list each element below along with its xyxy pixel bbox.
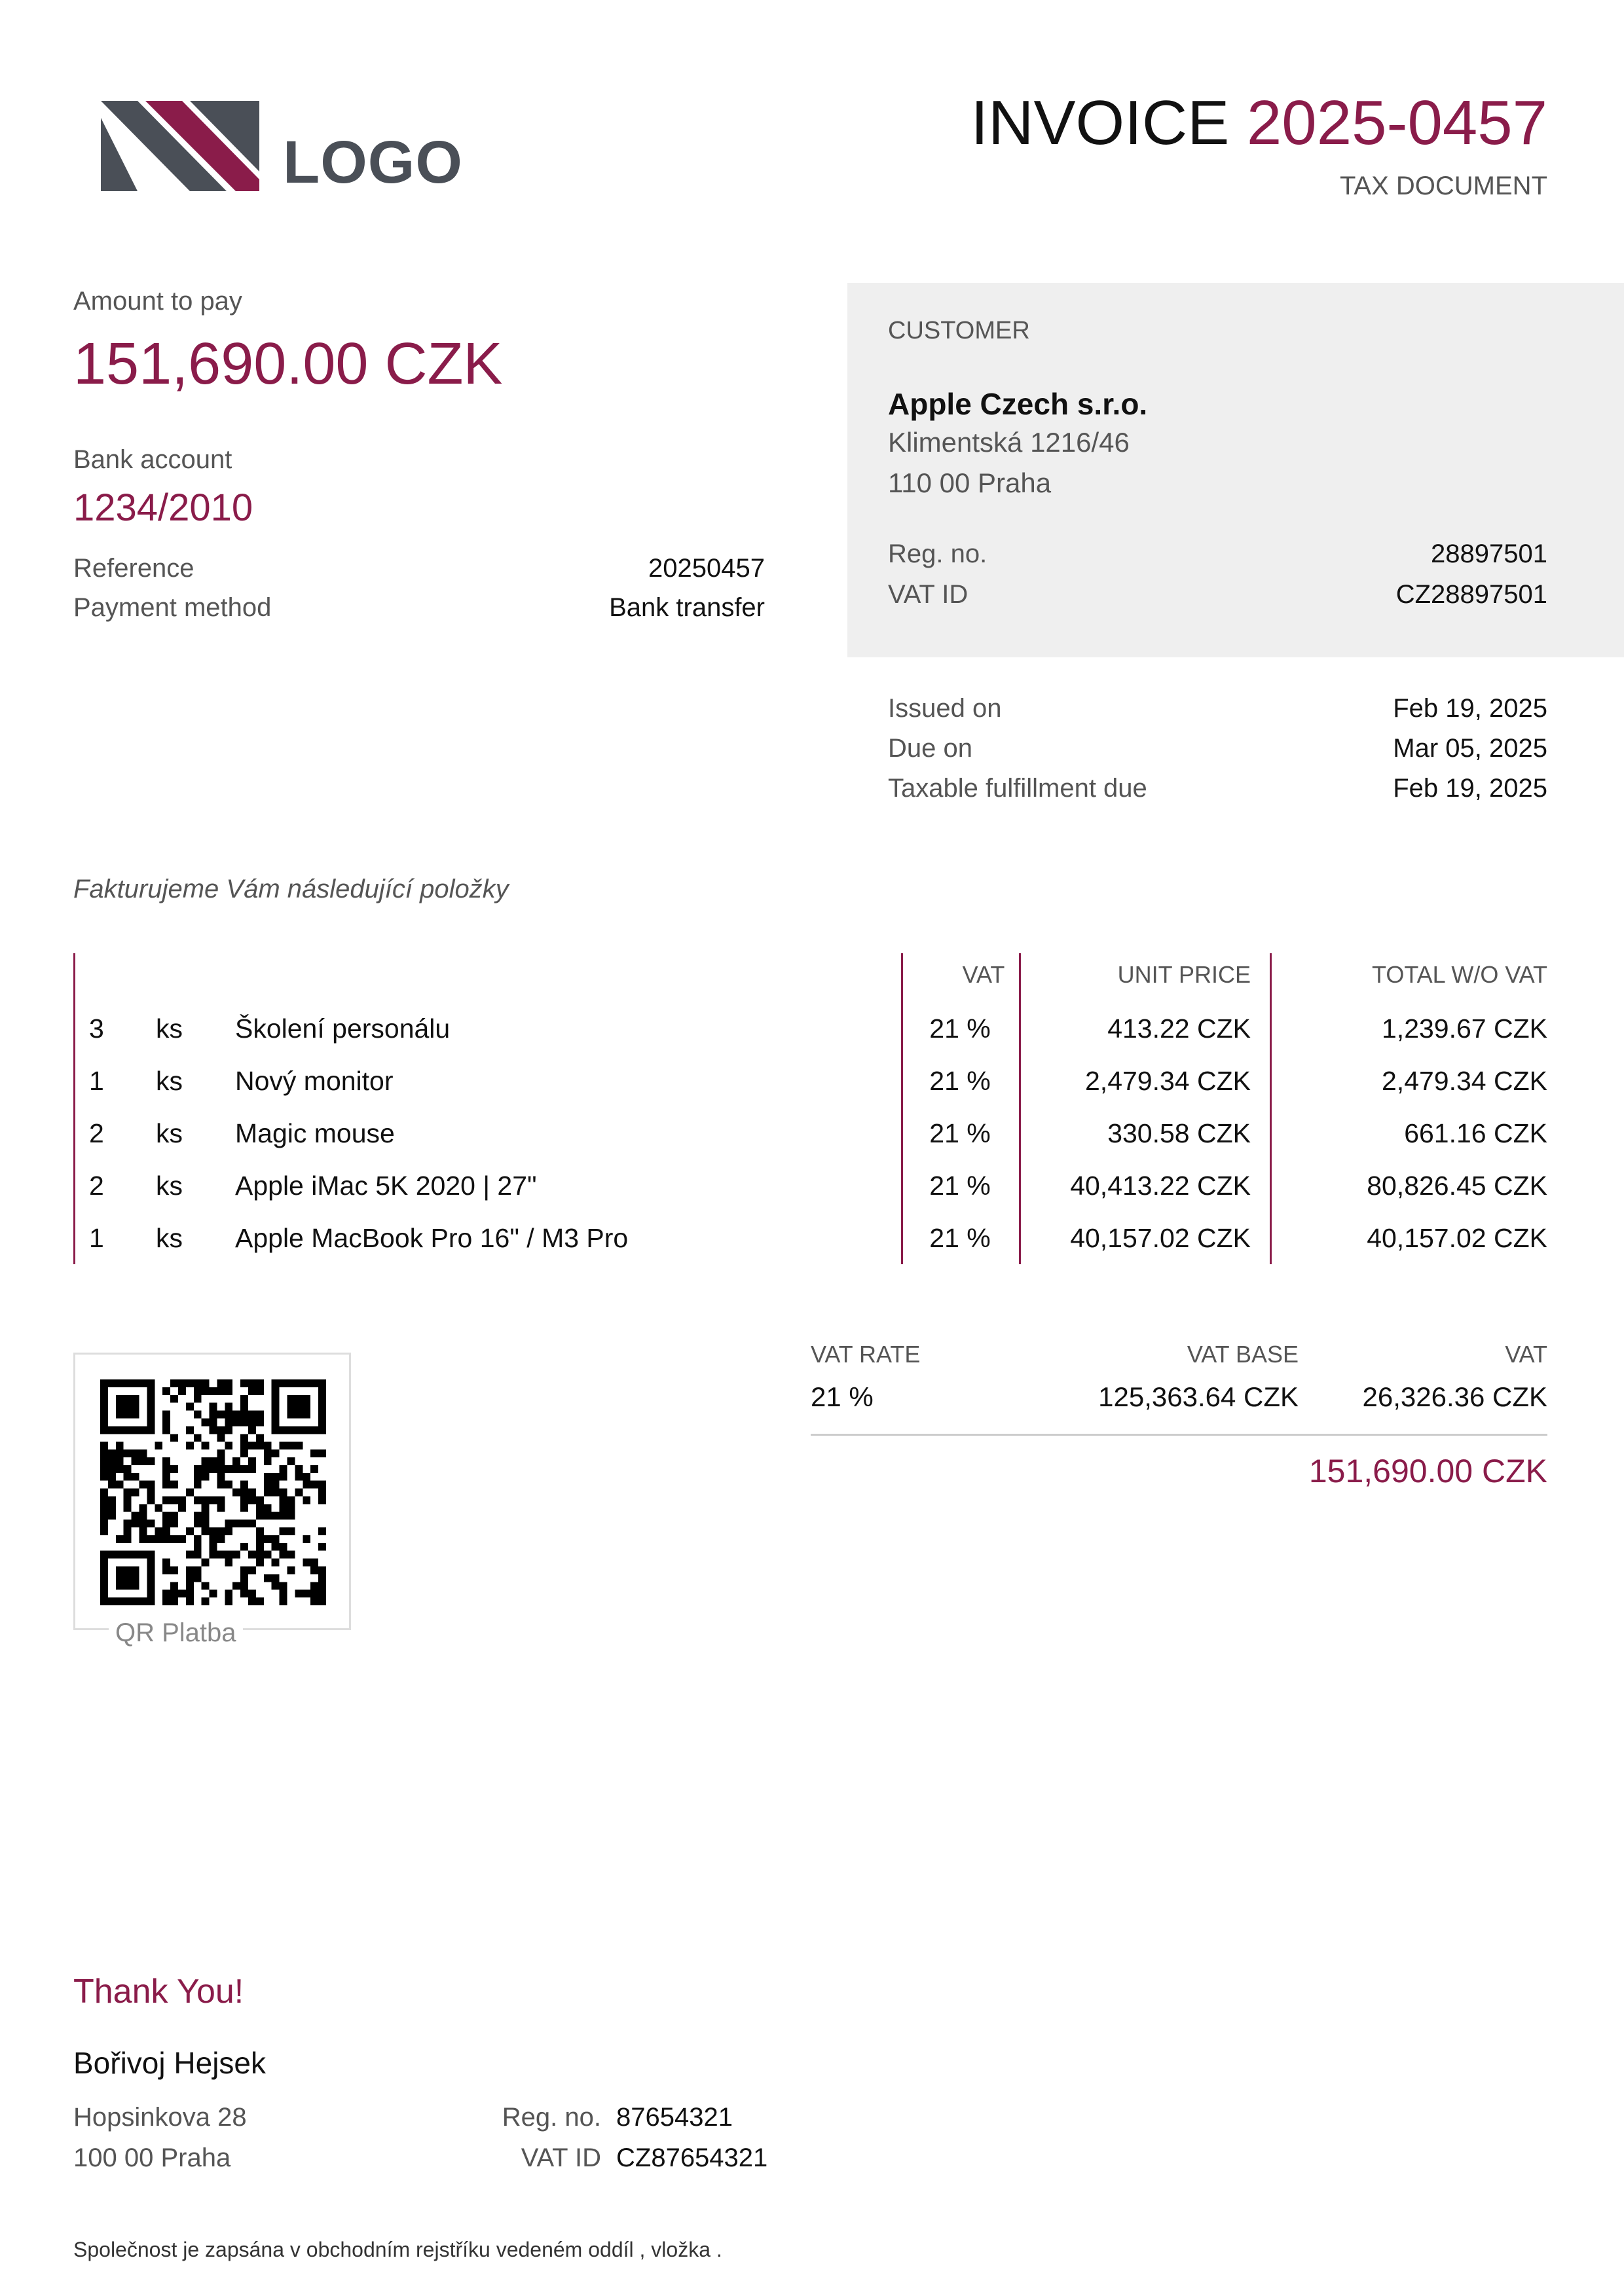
vat-rate-value: 21 % — [811, 1381, 874, 1412]
document-type: TAX DOCUMENT — [1339, 172, 1547, 200]
customer-reg-row — [888, 539, 1547, 569]
items-table — [73, 953, 1547, 1264]
item-unit-price: 40,157.02 CZK — [1070, 1223, 1251, 1253]
item-vat: 21 % — [929, 1118, 991, 1148]
table-row — [73, 1171, 1547, 1223]
payment-method-label: Payment method — [73, 593, 272, 622]
supplier-reg-value-wrap — [616, 2103, 878, 2136]
customer-address-line1: Klimentská 1216/46 — [888, 427, 1130, 458]
supplier-name: Bořivoj Hejsek — [73, 2046, 266, 2080]
vat-base-header: VAT BASE — [1187, 1341, 1299, 1368]
issued-value: Feb 19, 2025 — [1393, 694, 1547, 723]
item-total: 661.16 CZK — [1404, 1118, 1547, 1148]
table-row — [73, 1066, 1547, 1118]
issued-label: Issued on — [888, 694, 1002, 723]
vat-rate-header: VAT RATE — [811, 1341, 921, 1368]
item-description: Apple MacBook Pro 16" / M3 Pro — [235, 1223, 629, 1253]
payment-method-row — [73, 593, 765, 623]
invoice-label: INVOICE — [970, 88, 1230, 158]
header-total: TOTAL W/O VAT — [1371, 961, 1547, 988]
item-unit: ks — [156, 1066, 183, 1096]
items-intro: Fakturujeme Vám následující položky — [73, 875, 509, 903]
legal-note: Společnost je zapsána v obchodním rejstříku vedeném oddíl , vložka . — [73, 2238, 722, 2261]
header-unit-price: UNIT PRICE — [1117, 961, 1251, 988]
reference-label: Reference — [73, 554, 194, 583]
item-unit-price: 330.58 CZK — [1107, 1118, 1251, 1148]
table-row — [73, 1118, 1547, 1171]
item-total: 2,479.34 CZK — [1382, 1066, 1547, 1096]
vat-header: VAT — [1505, 1341, 1547, 1368]
item-vat: 21 % — [929, 1013, 991, 1044]
vat-summary — [811, 1341, 1547, 1498]
item-unit: ks — [156, 1118, 183, 1148]
item-description: Apple iMac 5K 2020 | 27" — [235, 1171, 537, 1201]
bank-account-label: Bank account — [73, 445, 232, 474]
table-row — [73, 1223, 1547, 1275]
due-value: Mar 05, 2025 — [1393, 734, 1547, 763]
vat-divider — [811, 1434, 1547, 1436]
item-total: 1,239.67 CZK — [1382, 1013, 1547, 1044]
supplier-address-line2: 100 00 Praha — [73, 2143, 231, 2172]
supplier-vat-label-wrap — [0, 2143, 601, 2176]
item-description: Nový monitor — [235, 1066, 394, 1096]
qr-code-box — [73, 1353, 351, 1630]
issued-row — [888, 694, 1547, 734]
invoice-number: 2025-0457 — [1246, 88, 1547, 158]
supplier-address-line1: Hopsinkova 28 — [73, 2103, 247, 2132]
reference-row — [73, 554, 765, 583]
qr-code-image — [100, 1379, 326, 1605]
item-vat: 21 % — [929, 1223, 991, 1253]
reference-value: 20250457 — [648, 554, 765, 583]
item-vat: 21 % — [929, 1171, 991, 1201]
customer-box — [847, 283, 1624, 657]
customer-label: CUSTOMER — [888, 317, 1030, 344]
supplier-vat-label: VAT ID — [521, 2143, 601, 2172]
item-unit-price: 40,413.22 CZK — [1070, 1171, 1251, 1201]
item-description: Školení personálu — [235, 1013, 451, 1044]
item-vat: 21 % — [929, 1066, 991, 1096]
payment-method-value: Bank transfer — [609, 593, 765, 622]
supplier-reg-label-wrap — [0, 2103, 601, 2136]
invoice-title — [971, 85, 1548, 160]
item-qty: 2 — [89, 1118, 104, 1148]
item-unit: ks — [156, 1013, 183, 1044]
item-unit-price: 2,479.34 CZK — [1085, 1066, 1251, 1096]
taxable-row — [888, 774, 1547, 814]
vat-value: 26,326.36 CZK — [1362, 1381, 1547, 1412]
amount-label: Amount to pay — [73, 287, 242, 316]
item-unit-price: 413.22 CZK — [1107, 1013, 1251, 1044]
customer-reg-value: 28897501 — [1431, 539, 1547, 568]
item-unit: ks — [156, 1223, 183, 1253]
item-qty: 1 — [89, 1223, 104, 1253]
supplier-vat-value: CZ87654321 — [616, 2143, 768, 2172]
supplier-reg-label: Reg. no. — [502, 2103, 601, 2132]
supplier-vat-value-wrap — [616, 2143, 878, 2176]
item-qty: 1 — [89, 1066, 104, 1096]
thank-you: Thank You! — [73, 1973, 244, 2011]
due-label: Due on — [888, 734, 972, 763]
header-vat: VAT — [962, 961, 1005, 988]
table-row — [73, 1013, 1547, 1066]
customer-name: Apple Czech s.r.o. — [888, 387, 1148, 421]
item-qty: 2 — [89, 1171, 104, 1201]
item-total: 40,157.02 CZK — [1367, 1223, 1547, 1253]
item-qty: 3 — [89, 1013, 104, 1044]
customer-reg-label: Reg. no. — [888, 539, 987, 568]
grand-total: 151,690.00 CZK — [1308, 1453, 1547, 1489]
item-unit: ks — [156, 1171, 183, 1201]
item-description: Magic mouse — [235, 1118, 395, 1148]
due-row — [888, 734, 1547, 774]
bank-account-value: 1234/2010 — [73, 486, 253, 529]
supplier-reg-value: 87654321 — [616, 2103, 733, 2132]
qr-caption: QR Platba — [109, 1618, 243, 1648]
customer-address-line2: 110 00 Praha — [888, 467, 1052, 498]
customer-vat-label: VAT ID — [888, 580, 969, 609]
dates-block — [888, 694, 1547, 814]
amount-value: 151,690.00 CZK — [73, 331, 503, 397]
taxable-value: Feb 19, 2025 — [1393, 774, 1547, 803]
logo-text: LOGO — [283, 129, 463, 196]
customer-vat-value: CZ28897501 — [1395, 580, 1547, 609]
taxable-label: Taxable fulfillment due — [888, 774, 1147, 803]
customer-vat-row — [888, 580, 1547, 610]
vat-base-value: 125,363.64 CZK — [1098, 1381, 1299, 1412]
item-total: 80,826.45 CZK — [1367, 1171, 1547, 1201]
